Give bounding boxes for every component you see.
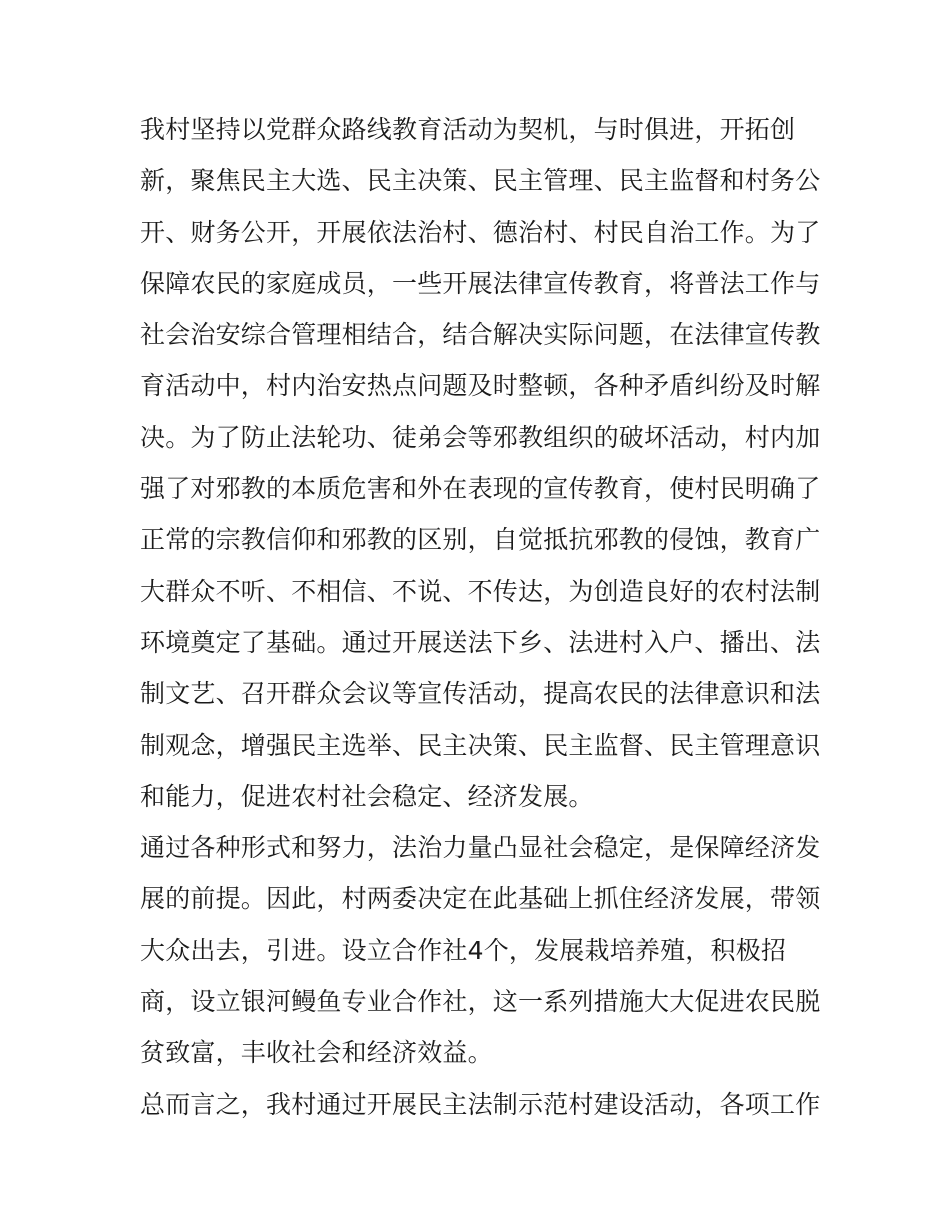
text-line: 展的前提。因此，村两委决定在此基础上抓住经济发展，带领 [140,884,821,914]
body-text [140,104,820,1130]
text-line: 新，聚焦民主大选、民主决策、民主管理、民主监督和村务公 [140,166,821,196]
text-line: 育活动中，村内治安热点问题及时整顿，各种矛盾纠纷及时解 [140,371,821,401]
text-line: 大群众不听、不相信、不说、不传达，为创造良好的农村法制 [140,576,821,606]
text-line: 强了对邪教的本质危害和外在表现的宣传教育，使村民明确了 [140,474,821,504]
text-line: 正常的宗教信仰和邪教的区别，自觉抵抗邪教的侵蚀，教育广 [140,525,821,555]
text-line: 社会治安综合管理相结合，结合解决实际问题，在法律宣传教 [140,320,821,350]
text-line: 制文艺、召开群众会议等宣传活动，提高农民的法律意识和法 [140,679,821,709]
text-line: 和能力，促进农村社会稳定、经济发展。 [140,781,594,811]
text-line: 决。为了防止法轮功、徒弟会等邪教组织的破坏活动，村内加 [140,422,821,452]
text-line: 总而言之，我村通过开展民主法制示范村建设活动，各项工作 [140,1089,821,1119]
text-line: 大众出去，引进。设立合作社4个，发展栽培养殖，积极招 [140,935,787,965]
text-line: 贫致富，丰收社会和经济效益。 [140,1038,493,1068]
text-line: 环境奠定了基础。通过开展送法下乡、法进村入户、播出、法 [140,627,821,657]
text-line: 开、财务公开，开展依法治村、德治村、村民自治工作。为了 [140,217,821,247]
text-line: 我村坚持以党群众路线教育活动为契机，与时俱进，开拓创 [140,115,796,144]
text-line: 通过各种形式和努力，法治力量凸显社会稳定，是保障经济发 [140,833,821,863]
text-line: 制观念，增强民主选举、民主决策、民主监督、民主管理意识 [140,730,821,760]
text-line: 商，设立银河鳗鱼专业合作社，这一系列措施大大促进农民脱 [140,987,821,1017]
text-line: 保障农民的家庭成员，一些开展法律宣传教育，将普法工作与 [140,268,821,298]
